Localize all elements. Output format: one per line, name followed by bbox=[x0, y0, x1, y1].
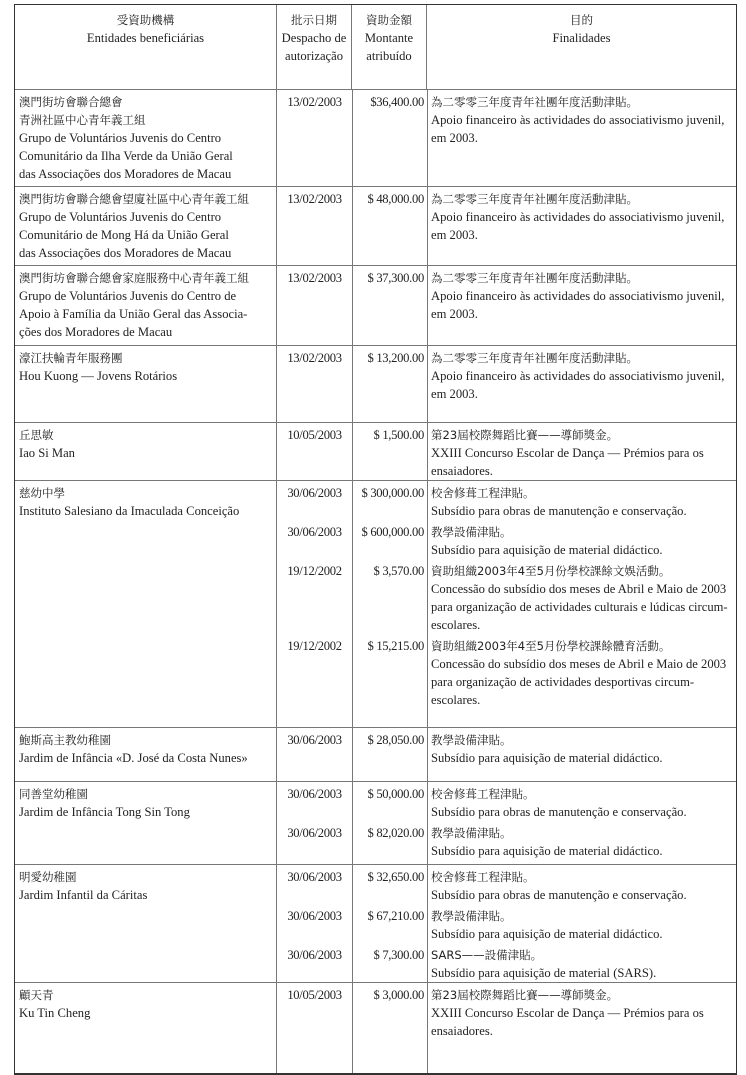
amount: $36,400.00 bbox=[370, 95, 424, 109]
table-row bbox=[15, 345, 736, 422]
entity-line: Apoio à Família da União Geral das Associa- bbox=[19, 307, 248, 321]
entity-line: Comunitário da Ilha Verde da União Geral bbox=[19, 149, 233, 163]
amount: $ 7,300.00 bbox=[373, 948, 424, 962]
table-row bbox=[15, 480, 736, 727]
entity-line: Instituto Salesiano da Imaculada Conceição bbox=[19, 504, 240, 518]
entity-line: 澳門街坊會聯合總會家庭服務中心青年義工組 bbox=[19, 271, 249, 285]
purpose-zh: SARS——設備津貼。 bbox=[431, 948, 543, 962]
purpose-zh: 為二零零三年度青年社團年度活動津貼。 bbox=[431, 351, 638, 365]
table-body bbox=[15, 89, 736, 1073]
entity-line: Jardim Infantil da Cáritas bbox=[19, 888, 148, 902]
purpose bbox=[427, 423, 736, 480]
entries bbox=[277, 865, 736, 982]
entity-line: Grupo de Voluntários Juvenis do Centro de bbox=[19, 289, 237, 303]
purpose-pt: Subsídio para obras de manutenção e conservação. bbox=[431, 805, 687, 819]
authorization-date: 30/06/2003 bbox=[287, 909, 342, 923]
purpose bbox=[427, 943, 736, 982]
purpose-zh: 校舍修葺工程津貼。 bbox=[431, 486, 535, 500]
authorization-date: 30/06/2003 bbox=[287, 826, 342, 840]
purpose-pt: Subsídio para obras de manutenção e conservação. bbox=[431, 888, 687, 902]
header-text: Finalidades bbox=[552, 31, 611, 45]
purpose-zh: 教學設備津貼。 bbox=[431, 733, 512, 747]
grants-table bbox=[14, 4, 737, 1075]
authorization-date: 30/06/2003 bbox=[287, 525, 342, 539]
entries bbox=[277, 481, 736, 727]
entity-cell bbox=[15, 865, 277, 982]
purpose bbox=[427, 904, 736, 943]
header-text: Despacho de bbox=[281, 31, 347, 45]
authorization-date: 10/05/2003 bbox=[287, 988, 342, 1002]
entity-line: 丘思敏 bbox=[19, 428, 54, 442]
entries bbox=[277, 782, 736, 864]
header-entities bbox=[15, 5, 277, 89]
table-row bbox=[15, 727, 736, 781]
purpose-pt: XXIII Concurso Escolar de Dança — Prémios para os ensaiadores. bbox=[431, 446, 704, 478]
header-purpose bbox=[427, 5, 736, 89]
header-text: 批示日期 bbox=[291, 13, 337, 27]
entity-line: 青洲社區中心青年義工組 bbox=[19, 113, 146, 127]
amount: $ 15,215.00 bbox=[367, 639, 424, 653]
purpose-pt: XXIII Concurso Escolar de Dança — Prémios para os ensaiadores. bbox=[431, 1006, 704, 1038]
purpose-pt: Concessão do subsídio dos meses de Abril e Maio de 2003 para organização de actividades desportivas circum-escolares. bbox=[431, 657, 727, 707]
amount: $ 13,200.00 bbox=[367, 351, 424, 365]
entity-cell bbox=[15, 983, 277, 1073]
header-text: Montante bbox=[364, 31, 414, 45]
purpose-pt: Subsídio para aquisição de material (SARS). bbox=[431, 966, 657, 980]
purpose bbox=[427, 634, 736, 709]
entity-cell bbox=[15, 481, 277, 727]
entries bbox=[277, 423, 736, 480]
purpose-zh: 為二零零三年度青年社團年度活動津貼。 bbox=[431, 95, 638, 109]
amount: $ 48,000.00 bbox=[367, 192, 424, 206]
amount: $ 3,000.00 bbox=[373, 988, 424, 1002]
amount: $ 300,000.00 bbox=[361, 486, 424, 500]
authorization-date: 13/02/2003 bbox=[287, 192, 342, 206]
amount: $ 37,300.00 bbox=[367, 271, 424, 285]
entity-line: Iao Si Man bbox=[19, 446, 75, 460]
purpose-zh: 為二零零三年度青年社團年度活動津貼。 bbox=[431, 271, 638, 285]
header-amount bbox=[352, 5, 427, 89]
entries bbox=[277, 346, 736, 422]
amount: $ 28,050.00 bbox=[367, 733, 424, 747]
table-row bbox=[15, 864, 736, 982]
amount: $ 600,000.00 bbox=[361, 525, 424, 539]
header-text: Entidades beneficiárias bbox=[86, 31, 205, 45]
amount: $ 3,570.00 bbox=[373, 564, 424, 578]
purpose bbox=[427, 90, 736, 147]
table-row bbox=[15, 186, 736, 265]
entity-line: Jardim de Infância Tong Sin Tong bbox=[19, 805, 190, 819]
table-row bbox=[15, 781, 736, 864]
purpose-pt: Subsídio para aquisição de material didáctico. bbox=[431, 751, 663, 765]
header-date bbox=[277, 5, 352, 89]
purpose bbox=[427, 559, 736, 634]
entity-cell bbox=[15, 266, 277, 345]
entity-cell bbox=[15, 728, 277, 781]
purpose-pt: Subsídio para aquisição de material didáctico. bbox=[431, 927, 663, 941]
entries bbox=[277, 983, 736, 1073]
table-row bbox=[15, 982, 736, 1073]
entity-cell bbox=[15, 346, 277, 422]
authorization-date: 10/05/2003 bbox=[287, 428, 342, 442]
purpose-zh: 校舍修葺工程津貼。 bbox=[431, 787, 535, 801]
entity-line: Jardim de Infância «D. José da Costa Nunes» bbox=[19, 751, 248, 765]
entity-line: 明愛幼稚園 bbox=[19, 870, 77, 884]
entity-cell bbox=[15, 90, 277, 186]
purpose-pt: Apoio financeiro às actividades do associativismo juvenil, em 2003. bbox=[431, 369, 725, 401]
purpose-pt: Subsídio para obras de manutenção e conservação. bbox=[431, 504, 687, 518]
table-row bbox=[15, 422, 736, 480]
purpose bbox=[427, 187, 736, 244]
entries bbox=[277, 266, 736, 345]
purpose bbox=[427, 782, 736, 821]
purpose-pt: Concessão do subsídio dos meses de Abril e Maio de 2003 para organização de actividades culturais e lúdicas circum-escolares. bbox=[431, 582, 728, 632]
header-text: autorização bbox=[284, 49, 344, 63]
purpose-pt: Subsídio para aquisição de material didáctico. bbox=[431, 844, 663, 858]
purpose-zh: 教學設備津貼。 bbox=[431, 826, 512, 840]
purpose bbox=[427, 266, 736, 323]
entity-line: 慈幼中學 bbox=[19, 486, 65, 500]
purpose bbox=[427, 481, 736, 520]
purpose-pt: Apoio financeiro às actividades do associativismo juvenil, em 2003. bbox=[431, 289, 725, 321]
entity-line: das Associações dos Moradores de Macau bbox=[19, 167, 232, 181]
authorization-date: 19/12/2002 bbox=[287, 564, 342, 578]
amount: $ 50,000.00 bbox=[367, 787, 424, 801]
entity-cell bbox=[15, 782, 277, 864]
table-row bbox=[15, 89, 736, 186]
purpose-zh: 第23屆校際舞蹈比賽——導師獎金。 bbox=[431, 988, 619, 1002]
purpose-pt: Subsídio para aquisição de material didáctico. bbox=[431, 543, 663, 557]
purpose-zh: 第23屆校際舞蹈比賽——導師獎金。 bbox=[431, 428, 619, 442]
authorization-date: 13/02/2003 bbox=[287, 271, 342, 285]
table-header bbox=[15, 5, 736, 89]
entity-line: ções dos Moradores de Macau bbox=[19, 325, 173, 339]
purpose bbox=[427, 346, 736, 403]
entity-line: 澳門街坊會聯合總會 bbox=[19, 95, 123, 109]
amount: $ 1,500.00 bbox=[373, 428, 424, 442]
entity-line: Hou Kuong — Jovens Rotários bbox=[19, 369, 178, 383]
purpose bbox=[427, 821, 736, 860]
authorization-date: 30/06/2003 bbox=[287, 948, 342, 962]
authorization-date: 30/06/2003 bbox=[287, 787, 342, 801]
entity-line: Grupo de Voluntários Juvenis do Centro bbox=[19, 131, 222, 145]
entity-line: 顧天青 bbox=[19, 988, 54, 1002]
purpose bbox=[427, 865, 736, 904]
purpose bbox=[427, 520, 736, 559]
header-text: 目的 bbox=[570, 13, 593, 27]
purpose-zh: 為二零零三年度青年社團年度活動津貼。 bbox=[431, 192, 638, 206]
header-text: 資助金額 bbox=[366, 13, 412, 27]
purpose-zh: 教學設備津貼。 bbox=[431, 909, 512, 923]
entity-line: Ku Tin Cheng bbox=[19, 1006, 91, 1020]
purpose-pt: Apoio financeiro às actividades do associativismo juvenil, em 2003. bbox=[431, 113, 725, 145]
entries bbox=[277, 187, 736, 265]
header-text: atribuído bbox=[366, 49, 412, 63]
authorization-date: 30/06/2003 bbox=[287, 486, 342, 500]
authorization-date: 30/06/2003 bbox=[287, 870, 342, 884]
authorization-date: 13/02/2003 bbox=[287, 95, 342, 109]
entity-cell bbox=[15, 187, 277, 265]
entries bbox=[277, 90, 736, 186]
entity-line: Grupo de Voluntários Juvenis do Centro bbox=[19, 210, 222, 224]
authorization-date: 19/12/2002 bbox=[287, 639, 342, 653]
header-text: 受資助機構 bbox=[116, 13, 175, 27]
purpose-zh: 校舍修葺工程津貼。 bbox=[431, 870, 535, 884]
entity-line: 澳門街坊會聯合總會望廈社區中心青年義工組 bbox=[19, 192, 249, 206]
entity-line: das Associações dos Moradores de Macau bbox=[19, 246, 232, 260]
purpose-zh: 資助組織2003年4至5月份學校課餘體育活動。 bbox=[431, 639, 671, 653]
entity-cell bbox=[15, 423, 277, 480]
entries bbox=[277, 728, 736, 781]
purpose-zh: 資助組織2003年4至5月份學校課餘文娛活動。 bbox=[431, 564, 671, 578]
purpose bbox=[427, 728, 736, 767]
entity-line: 鮑斯高主教幼稚園 bbox=[19, 733, 111, 747]
authorization-date: 13/02/2003 bbox=[287, 351, 342, 365]
amount: $ 67,210.00 bbox=[367, 909, 424, 923]
entity-line: Comunitário de Mong Há da União Geral bbox=[19, 228, 229, 242]
table-row bbox=[15, 265, 736, 345]
authorization-date: 30/06/2003 bbox=[287, 733, 342, 747]
purpose-zh: 教學設備津貼。 bbox=[431, 525, 512, 539]
entity-line: 濠江扶輪青年服務團 bbox=[19, 351, 123, 365]
purpose bbox=[427, 983, 736, 1040]
amount: $ 32,650.00 bbox=[367, 870, 424, 884]
entity-line: 同善堂幼稚園 bbox=[19, 787, 88, 801]
amount: $ 82,020.00 bbox=[367, 826, 424, 840]
purpose-pt: Apoio financeiro às actividades do associativismo juvenil, em 2003. bbox=[431, 210, 725, 242]
